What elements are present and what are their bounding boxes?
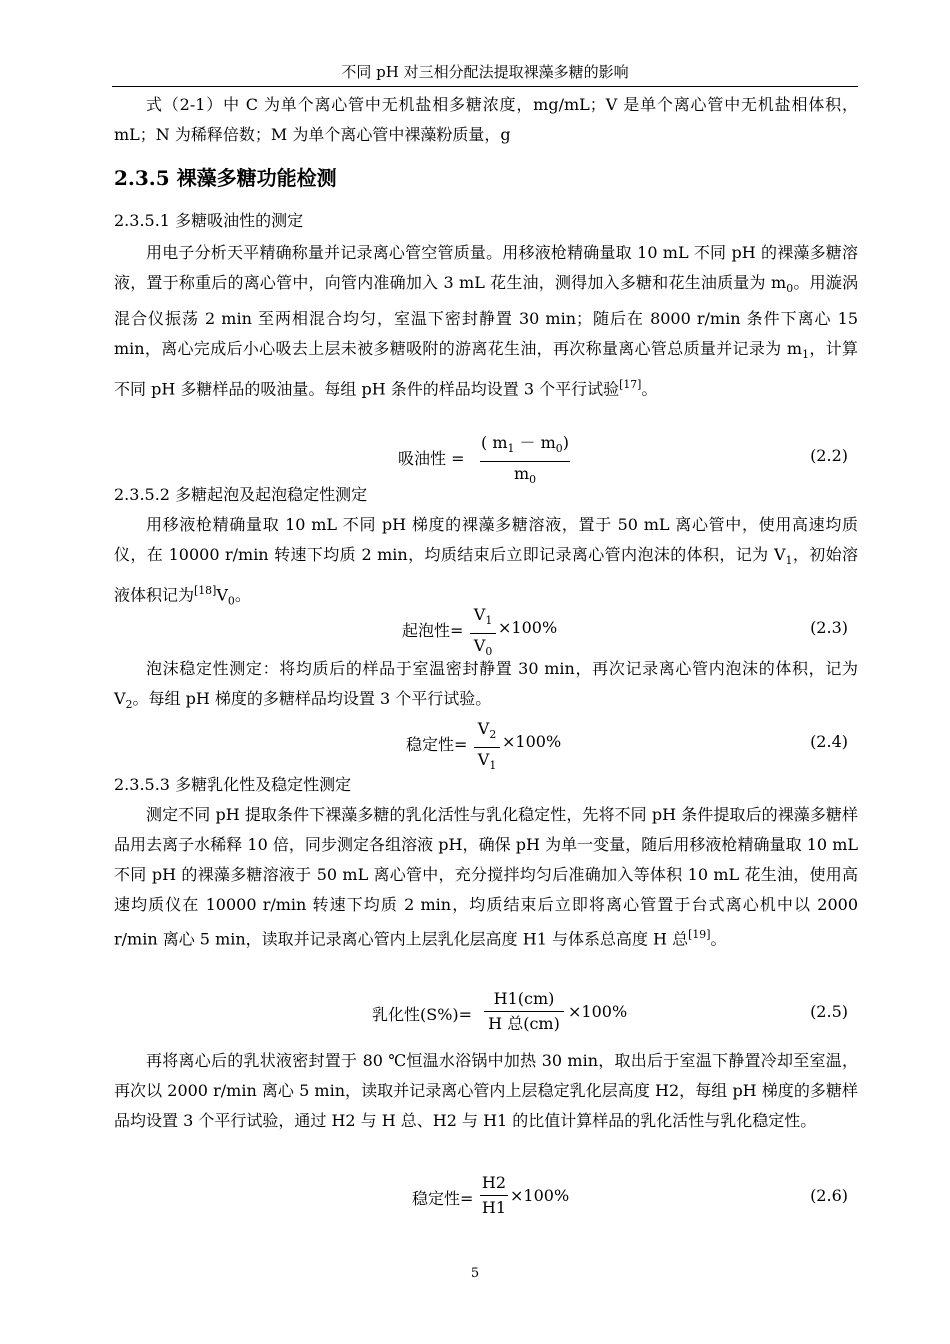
formula-numerator: $V_1$ [473, 605, 493, 628]
fraction-bar [480, 1195, 508, 1196]
formula-2-4 [406, 718, 848, 773]
page-number: 5 [470, 1266, 480, 1281]
subsection-heading-emulsification: 2.3.5.3 多糖乳化性及稳定性测定 [114, 775, 352, 794]
fraction-bar [484, 1011, 564, 1012]
formula-fraction [480, 1172, 508, 1219]
formula-2-2 [398, 432, 848, 487]
citation-ref: [17] [619, 378, 642, 392]
formula-label: 乳化性(S%)= [372, 1005, 473, 1024]
citation-ref: [19] [688, 928, 711, 941]
formula-numerator: $V_2$ [477, 719, 497, 742]
formula-label: 起泡性= [402, 621, 464, 640]
subsection-heading-foaming: 2.3.5.2 多糖起泡及起泡稳定性测定 [114, 485, 368, 504]
formula-fraction [484, 988, 564, 1035]
formula-label: 稳定性= [412, 1189, 474, 1208]
formula-numerator: ( $m_1 - m_0$) [481, 433, 569, 456]
formula-denominator: H 总(cm) [488, 1014, 560, 1033]
foaming-paragraph: 用移液枪精确量取 10 mL 不同 pH 梯度的裸藻多糖溶液，置于 50 mL 离心管中，使用高速均质仪，在 10000 r/min 转速下均质 2 min，均质结束后立即记录离心管内泡沫的体积，记为 $V_1$，初始溶液体积记为$[18]V_0$。 [114, 515, 858, 608]
formula-fraction [480, 432, 570, 491]
formula-2-3 [402, 604, 848, 659]
subsection-heading-oil-absorption: 2.3.5.1 多糖吸油性的测定 [114, 211, 304, 230]
emulsion-stability-paragraph: 再将离心后的乳状液密封置于 80 ℃恒温水浴锅中加热 30 min，取出后于室温下静置冷却至室温，再次以 2000 r/min 离心 5 min，读取并记录离心管内上层稳定乳化层高度 H2，每组 pH 梯度的多糖样品均设置 3 个平行试验，通过 H2 与 H 总、H2 与 H1 的比值计算样品的乳化活性与乳化稳定性。 [114, 1051, 858, 1130]
formula-denominator: $V_1$ [477, 750, 497, 773]
formula-numerator: H1(cm) [493, 989, 555, 1008]
foam-stability-paragraph: 泡沫稳定性测定：将均质后的样品于室温密封静置 30 min，再次记录离心管内泡沫的体积，记为 $V_2$。每组 pH 梯度的多糖样品均设置 3 个平行试验。 [114, 659, 858, 712]
header-rule [112, 86, 858, 87]
formula-label: 稳定性= [406, 735, 468, 754]
intro-paragraph: 式（2-1）中 C 为单个离心管中无机盐相多糖浓度，mg/mL；V 是单个离心管中无机盐相体积，mL；N 为稀释倍数；M 为单个离心管中裸藻粉质量，g [114, 95, 858, 144]
emulsification-paragraph: 测定不同 pH 提取条件下裸藻多糖的乳化活性与乳化稳定性，先将不同 pH 条件提取后的裸藻多糖样品用去离子水稀释 10 倍，同步测定各组溶液 pH，确保 pH 为单一变量，随后用移液枪精确量取 10 mL 不同 pH 的裸藻多糖溶液于 50 mL 离心管中，充分搅拌均匀后准确加入等体积 10 mL 花生油，使用高速均质仪在 10000 r/min 转速下均质 2 min，均质结束后立即将离心管置于台式离心机中以 2000 r/min 离心 5 min，读取并记录离心管内上层乳化层高度 H1 与体系总高度 H 总[19]。 [114, 805, 858, 949]
formula-denominator: H1 [481, 1198, 507, 1217]
fraction-bar [474, 747, 500, 748]
equation-number: (2.3) [810, 618, 848, 637]
citation-ref: [18] [194, 584, 217, 598]
section-heading: 2.3.5 裸藻多糖功能检测 [114, 166, 337, 190]
equation-number: (2.6) [810, 1186, 848, 1205]
fraction-bar [470, 633, 496, 634]
formula-denominator: $V_0$ [473, 636, 493, 659]
equation-number: (2.5) [810, 1002, 848, 1021]
formula-2-6 [412, 1172, 848, 1224]
formula-numerator: H2 [481, 1173, 507, 1192]
formula-suffix: ×100% [568, 1002, 628, 1021]
formula-denominator: $m_0$ [513, 464, 537, 487]
formula-suffix: ×100% [502, 732, 562, 751]
formula-suffix: ×100% [498, 618, 558, 637]
formula-2-5 [372, 988, 848, 1040]
formula-label: 吸油性 = [398, 449, 465, 468]
equation-number: (2.4) [810, 732, 848, 751]
fraction-bar [480, 461, 570, 462]
running-header: 不同 pH 对三相分配法提取裸藻多糖的影响 [341, 63, 629, 81]
oil-absorption-paragraph: 用电子分析天平精确称量并记录离心管空管质量。用移液枪精确量取 10 mL 不同 pH 的裸藻多糖溶液，置于称重后的离心管中，向管内准确加入 3 mL 花生油，测得加入多糖和花生油质量为 $m_0$。用漩涡混合仪振荡 2 min 至两相混合均匀，室温下密封静置 30 min；随后在 8000 r/min 条件下离心 15 min，离心完成后小心吸去上层未被多糖吸附的游离花生油，再次称量离心管总质量并记录为 $m_1$，计算不同 pH 多糖样品的吸油量。每组 pH 条件的样品均设置 3 个平行试验[17]。 [114, 243, 858, 399]
formula-suffix: ×100% [510, 1186, 570, 1205]
equation-number: (2.2) [810, 446, 848, 465]
formula-fraction [474, 718, 500, 777]
